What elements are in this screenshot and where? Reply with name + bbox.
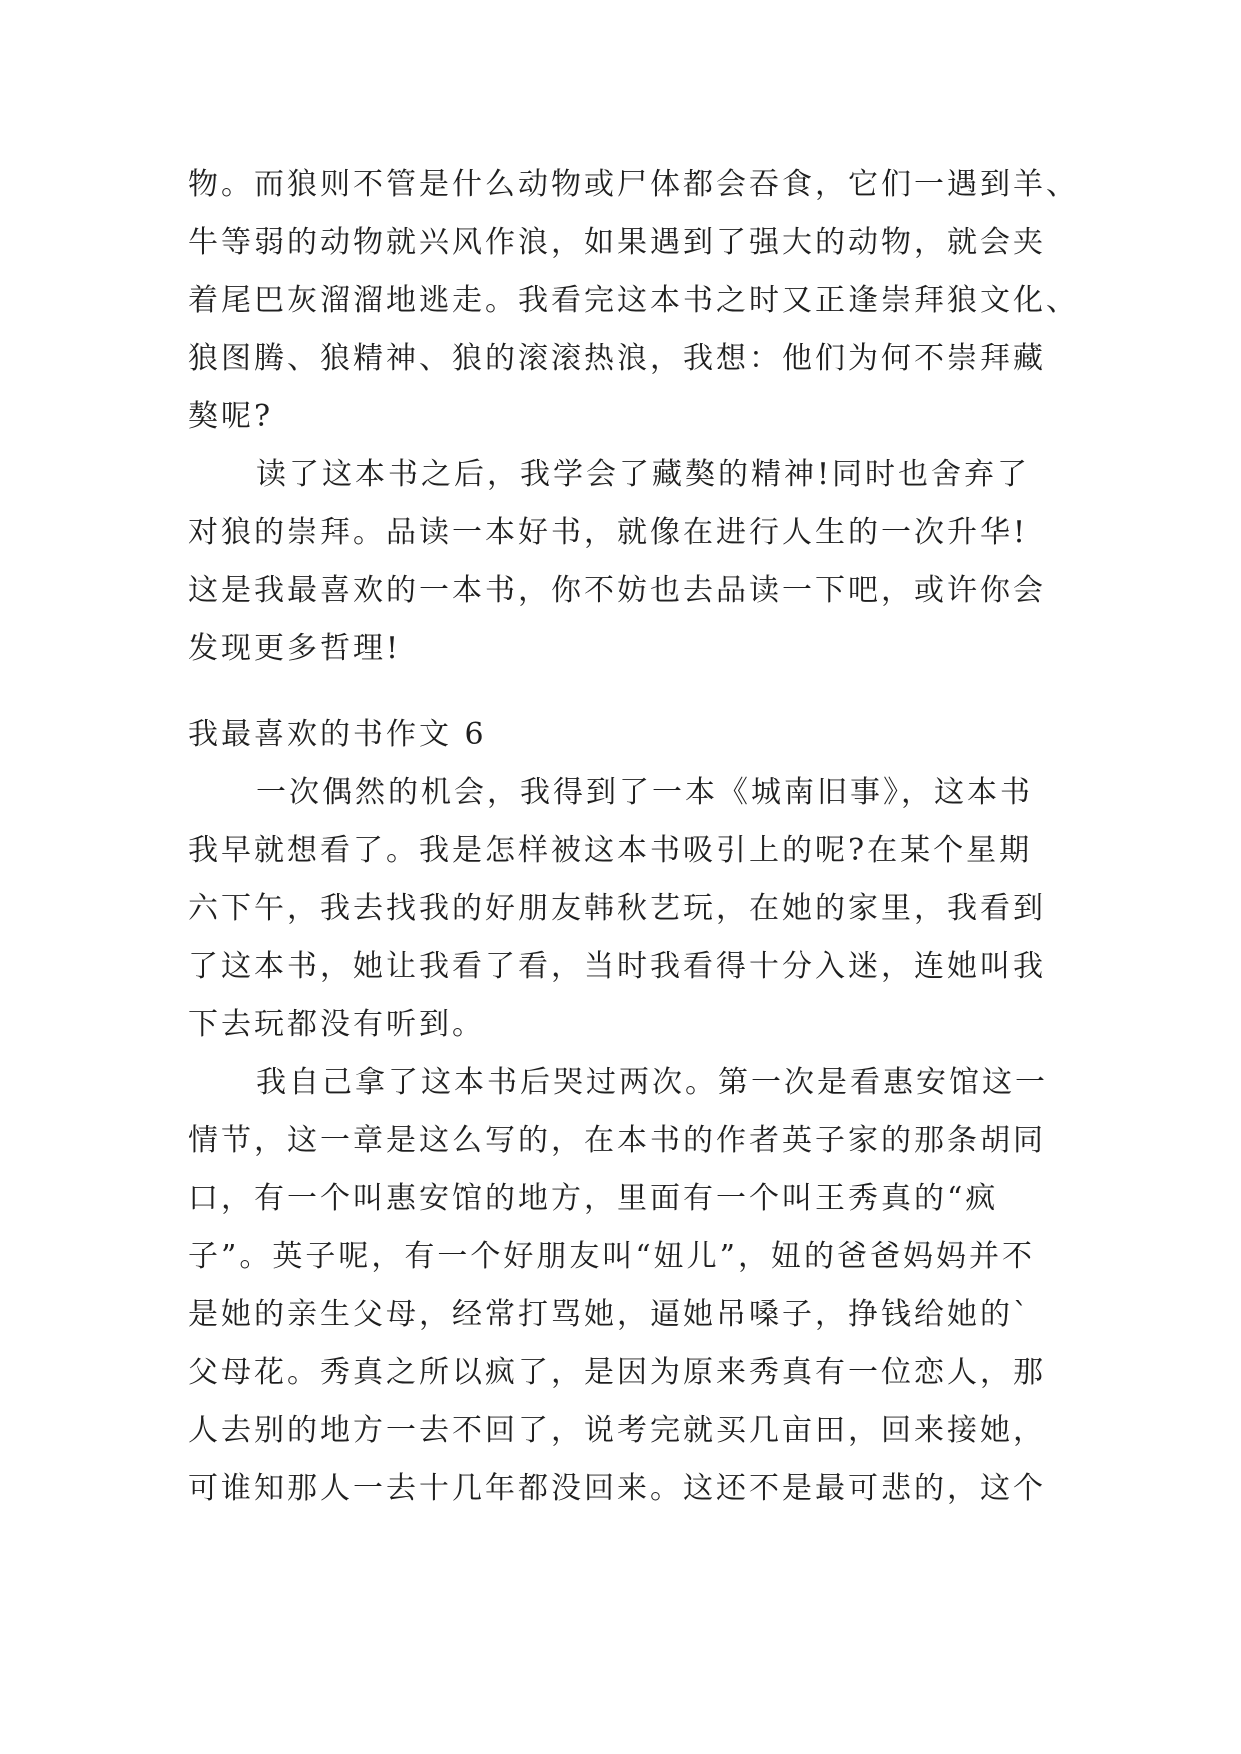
text-line: 一次偶然的机会，我得到了一本《城南旧事》，这本书	[256, 775, 1033, 810]
text-line: 了这本书，她让我看了看，当时我看得十分入迷，连她叫我	[188, 949, 1046, 984]
text-line: 发现更多哲理!	[188, 631, 402, 666]
text-line: 物。而狼则不管是什么动物或尸体都会吞食，它们一遇到羊、	[188, 167, 1079, 202]
text-line: 狼图腾、狼精神、狼的滚滚热浪，我想：他们为何不崇拜藏	[188, 341, 1046, 376]
text-line: 下去玩都没有听到。	[188, 1007, 485, 1042]
section-title: 我最喜欢的书作文 6	[188, 717, 487, 752]
text-line: 牛等弱的动物就兴风作浪，如果遇到了强大的动物，就会夹	[188, 225, 1046, 260]
text-line: 读了这本书之后，我学会了藏獒的精神!同时也舍弃了	[256, 457, 1031, 492]
text-line: 六下午，我去找我的好朋友韩秋艺玩，在她的家里，我看到	[188, 891, 1046, 926]
paragraph-3	[188, 764, 1088, 1054]
paragraph-4	[188, 1054, 1088, 1518]
text-line: 可谁知那人一去十几年都没回来。这还不是最可悲的，这个	[188, 1471, 1046, 1506]
text-line: 獒呢?	[188, 399, 274, 434]
text-line: 我早就想看了。我是怎样被这本书吸引上的呢?在某个星期	[188, 833, 1033, 868]
text-line: 是她的亲生父母，经常打骂她，逼她吊嗓子，挣钱给她的`	[188, 1297, 1031, 1332]
paragraph-2	[188, 446, 1088, 678]
text-line: 子”。英子呢，有一个好朋友叫“妞儿”，妞的爸爸妈妈并不	[188, 1239, 1036, 1274]
section-heading	[188, 706, 1088, 764]
text-line: 口，有一个叫惠安馆的地方，里面有一个叫王秀真的“疯	[188, 1181, 999, 1216]
text-line: 人去别的地方一去不回了，说考完就买几亩田，回来接她，	[188, 1413, 1046, 1448]
text-line: 父母花。秀真之所以疯了，是因为原来秀真有一位恋人，那	[188, 1355, 1046, 1390]
text-line: 我自己拿了这本书后哭过两次。第一次是看惠安馆这一	[256, 1065, 1048, 1100]
text-line: 着尾巴灰溜溜地逃走。我看完这本书之时又正逢崇拜狼文化、	[188, 283, 1079, 318]
paragraph-1	[188, 156, 1088, 446]
text-line: 对狼的崇拜。品读一本好书，就像在进行人生的一次升华!	[188, 515, 1029, 550]
text-line: 情节，这一章是这么写的，在本书的作者英子家的那条胡同	[188, 1123, 1046, 1158]
text-line: 这是我最喜欢的一本书，你不妨也去品读一下吧，或许你会	[188, 573, 1046, 608]
